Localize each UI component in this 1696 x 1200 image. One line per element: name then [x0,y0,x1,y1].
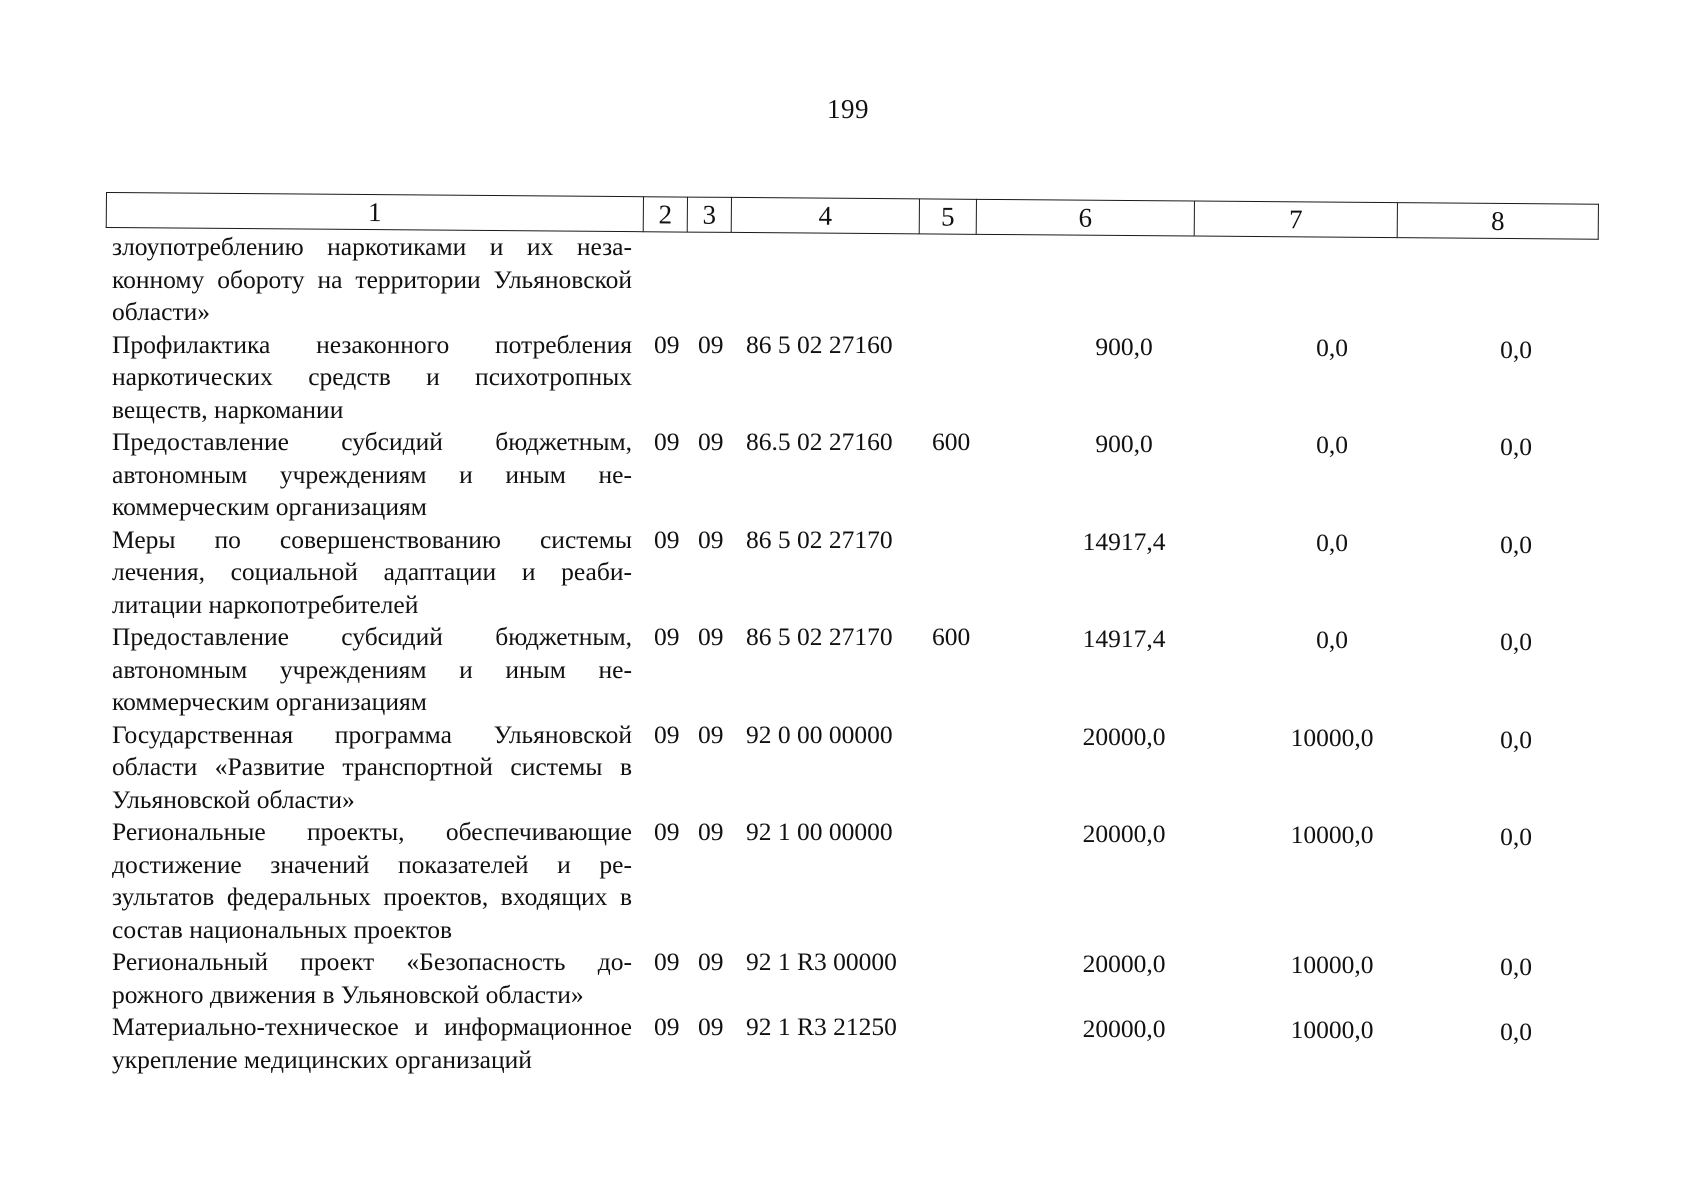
amount-col6: 900,0 [1095,429,1153,458]
amount-col6: 20000,0 [1082,1014,1166,1043]
row-name: Региональный проект «Безопасность дорожного движения в Ульяновской области» [112,947,632,1009]
table-row [112,621,1592,719]
target-article-code: 86.5 02 27160 [746,427,893,456]
subsection-code: 09 [698,817,724,846]
subsection-code: 09 [698,719,724,749]
section-code: 09 [654,1012,680,1041]
row-name: Меры по совершенствованию системы лечения, социальной адаптации и реабилитации наркопотребителей [112,524,632,619]
table-row [112,329,1592,427]
amount-col8: 0,0 [1500,822,1532,851]
subsection-code: 09 [698,427,724,456]
section-code: 09 [654,622,680,651]
row-name: Предоставление субсидий бюджетным, автономным учреждениям и иным некоммерческим организациям [112,622,632,716]
subsection-code: 09 [698,622,724,651]
amount-col7: 10000,0 [1290,820,1374,849]
amount-col8: 0,0 [1500,432,1532,461]
target-article-code: 92 1 R3 00000 [746,947,897,976]
section-code: 09 [654,329,680,359]
target-article-code: 92 1 R3 21250 [746,1012,897,1041]
table-row [112,719,1592,817]
column-header-5: 5 [919,199,976,234]
amount-col7: 10000,0 [1290,1015,1374,1044]
row-name: Государственная программа Ульяновской области «Развитие транспортной системы в Ульяновской области» [112,719,632,814]
subsection-code: 09 [698,1012,724,1041]
column-header-3: 3 [687,197,731,232]
subsection-code: 09 [698,947,724,976]
row-name: Региональные проекты, обеспечивающие достижение значений показателей и результатов федеральных проектов, входящих в состав национальных проектов [112,817,632,944]
amount-col7: 10000,0 [1290,950,1374,979]
amount-col8: 0,0 [1500,952,1532,981]
amount-col6: 20000,0 [1082,819,1166,848]
table-row [112,1011,1592,1076]
column-header-6: 6 [976,199,1194,236]
amount-col7: 0,0 [1316,332,1348,362]
amount-col7: 0,0 [1316,625,1348,654]
amount-col6: 20000,0 [1082,949,1166,978]
amount-col6: 14917,4 [1082,526,1166,556]
table-row-continuation [112,231,1592,329]
column-header-7: 7 [1194,201,1397,238]
column-header-1: 1 [106,193,643,232]
section-code: 09 [654,524,680,554]
row-name: Предоставление субсидий бюджетным, автономным учреждениям и иным некоммерческим организациям [112,427,632,521]
expense-type-code: 600 [932,427,971,456]
amount-col6: 14917,4 [1082,624,1166,653]
amount-col6: 900,0 [1095,331,1153,361]
table-body [112,231,1592,1076]
amount-col8: 0,0 [1500,1017,1532,1046]
column-header-4: 4 [731,197,919,233]
section-code: 09 [654,427,680,456]
column-header-2: 2 [643,197,687,232]
expense-type-code: 600 [932,622,971,651]
section-code: 09 [654,817,680,846]
page-number: 199 [827,94,869,124]
table-row [112,524,1592,622]
section-code: 09 [654,947,680,976]
amount-col8: 0,0 [1500,627,1532,656]
row-name: Профилактика незаконного потребления наркотических средств и психотропных веществ, наркомании [112,329,632,424]
target-article-code: 86 5 02 27170 [746,524,893,554]
amount-col7: 10000,0 [1290,722,1374,752]
table-row [112,816,1592,946]
target-article-code: 92 1 00 00000 [746,817,893,846]
column-header-8: 8 [1397,203,1598,240]
amount-col7: 0,0 [1316,527,1348,557]
amount-col8: 0,0 [1500,334,1532,364]
target-article-code: 86 5 02 27160 [746,329,893,359]
target-article-code: 92 0 00 00000 [746,719,893,749]
amount-col8: 0,0 [1500,529,1532,559]
table-row [112,946,1592,1011]
table-row [112,426,1592,524]
subsection-code: 09 [698,524,724,554]
section-code: 09 [654,719,680,749]
amount-col8: 0,0 [1500,724,1532,754]
subsection-code: 09 [698,329,724,359]
row-name: Материально-техническое и информационное укрепление медицинских организаций [112,1012,632,1074]
target-article-code: 86 5 02 27170 [746,622,893,651]
row-name: злоупотреблению наркотиками и их незаконному обороту на территории Ульяновской области» [112,232,632,326]
amount-col6: 20000,0 [1082,721,1166,751]
amount-col7: 0,0 [1316,430,1348,459]
